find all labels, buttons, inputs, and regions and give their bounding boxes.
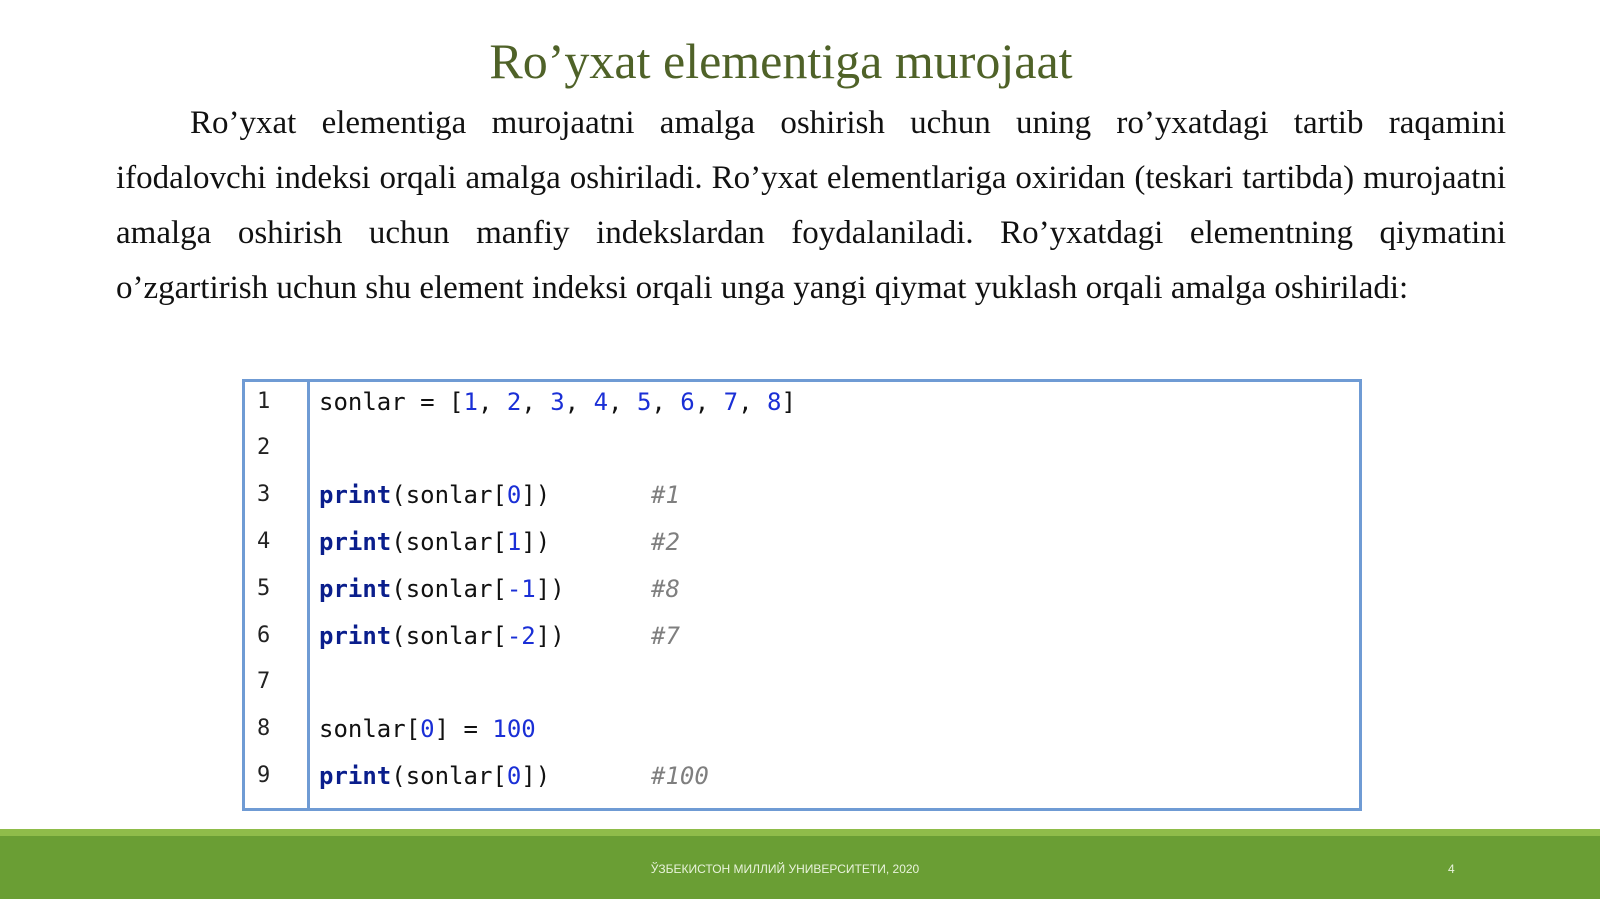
line-number: 8 [257, 716, 271, 741]
line-number: 5 [257, 576, 271, 601]
code-line [245, 475, 1345, 515]
line-number: 6 [257, 623, 271, 648]
code-comment: #1 [651, 481, 680, 509]
code-line [245, 428, 1345, 468]
code-comment: #2 [651, 528, 680, 556]
code-text: print(sonlar[1]) [319, 528, 551, 556]
slide-title: Ro’yxat elementiga murojaat [489, 33, 1073, 89]
code-comment: #7 [651, 622, 680, 650]
footer-stripe [0, 829, 1600, 836]
footer-text: ЎЗБЕКИСТОН МИЛЛИЙ УНИВЕРСИТЕТИ, 2020 [650, 862, 920, 876]
code-line [245, 756, 1345, 796]
code-comment: #100 [651, 762, 709, 790]
code-line [245, 709, 1345, 749]
code-text: sonlar[0] = 100 [319, 715, 536, 743]
line-number: 9 [257, 763, 271, 788]
page-number: 4 [1448, 862, 1455, 876]
code-line [245, 569, 1345, 609]
body-paragraph: Ro’yxat elementiga murojaatni amalga oshirish uchun uning ro’yxatdagi tartib raqamini ifodalovchi indeksi orqali amalga oshiriladi. Ro’yxat elementlariga oxiridan (teskari tartibda) murojaatni amalga oshirish uchun manfiy indekslardan foydalaniladi. Ro’yxatdagi elementning qiymatini o’zgartirish uchun shu element indeksi orqali unga yangi qiymat yuklash orqali amalga oshiriladi: [116, 105, 1506, 306]
line-number: 1 [257, 389, 271, 414]
code-line [245, 662, 1345, 702]
code-text: print(sonlar[-2]) [319, 622, 565, 650]
line-number: 4 [257, 529, 271, 554]
code-line [245, 382, 1345, 422]
line-number: 2 [257, 435, 271, 460]
code-line [245, 616, 1345, 656]
code-text: sonlar = [1, 2, 3, 4, 5, 6, 7, 8] [319, 388, 796, 416]
code-text: print(sonlar[0]) [319, 481, 551, 509]
line-number: 7 [257, 669, 271, 694]
code-text: print(sonlar[-1]) [319, 575, 565, 603]
code-text: print(sonlar[0]) [319, 762, 551, 790]
code-comment: #8 [651, 575, 680, 603]
line-number: 3 [257, 482, 271, 507]
code-line [245, 522, 1345, 562]
code-block [242, 379, 1362, 811]
